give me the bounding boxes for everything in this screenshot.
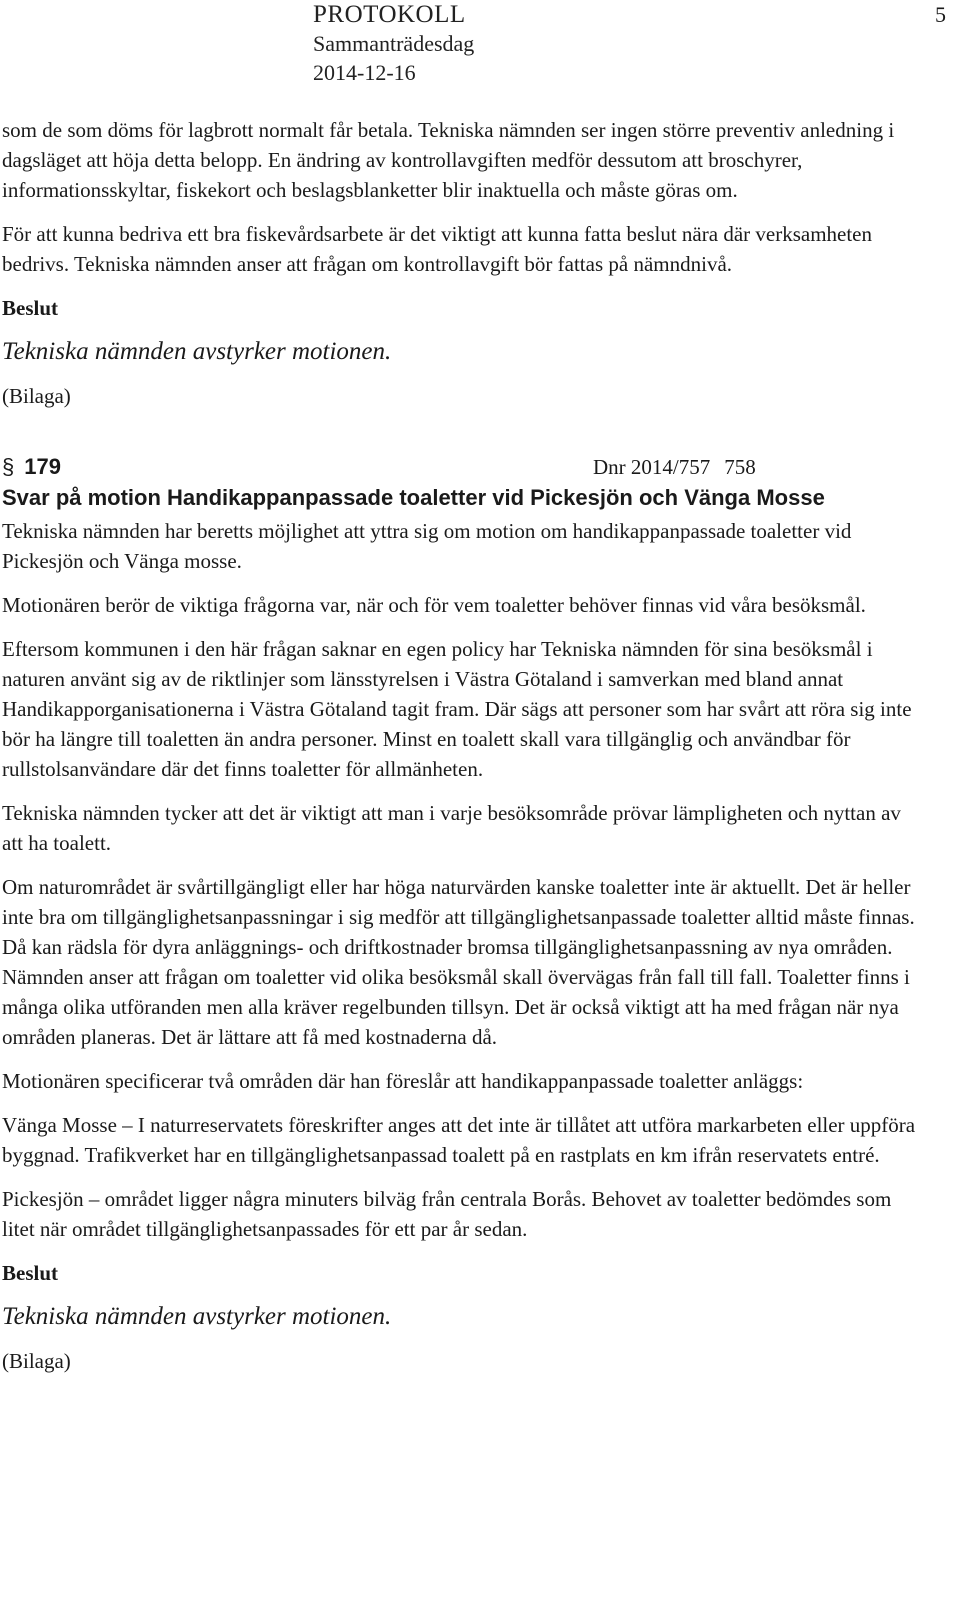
decision-text: Tekniska nämnden avstyrker motionen.	[2, 1303, 392, 1330]
paragraph: Om naturområdet är svårtillgängligt eller har höga naturvärden kanske toaletter inte är aktuellt. Det är heller inte bra om tillgänglighetsanpassningar i sig medför att tillgänglighetsanpassade toaletter alltid måste finnas. Då kan rädsla för dyra anläggnings- och driftkostnader bromsa tillgänglighetsanpassning av nya områden. Nämnden anser att frågan om toaletter vid olika besöksmål skall övervägas från fall till fall. Toaletter finns i många olika utföranden men alla kräver regelbunden tillsyn. Det är också viktigt att ha med frågan när nya områden planeras. Det är lättare att få med kostnaderna då.	[2, 875, 915, 1049]
paragraph: Tekniska nämnden tycker att det är viktigt att man i varje besöksområde prövar lämpligheten och nyttan av att ha toalett.	[2, 801, 901, 855]
page-number: 5	[935, 2, 946, 27]
attachment-note: (Bilaga)	[2, 384, 71, 408]
paragraph: Tekniska nämnden har beretts möjlighet att yttra sig om motion om handikappanpassade toaletter vid Pickesjön och Vänga mosse.	[2, 519, 852, 573]
section-title: Svar på motion Handikappanpassade toaletter vid Pickesjön och Vänga Mosse	[2, 485, 825, 510]
meeting-label: Sammanträdesdag	[313, 31, 475, 56]
diary-number	[593, 451, 756, 483]
dnr-extra: 758	[724, 455, 756, 479]
paragraph: Vänga Mosse – I naturreservatets föreskrifter anges att det inte är tillåtet att utföra markarbeten eller uppföra byggnad. Trafikverket har en tillgänglighetsanpassad toalett på en rastplats en km ifrån reservatets entré.	[2, 1113, 916, 1167]
paragraph: Eftersom kommunen i den här frågan saknar en egen policy har Tekniska nämnden för sina besöksmål i naturen använt sig av de riktlinjer som länsstyrelsen i Västra Götaland i samverkan med bland annat Handikapporganisationerna i Västra Götaland tagit fram. Där sägs att personer som har svårt att röra sig inte bör ha längre till toaletten än andra personer. Minst en toalett skall vara tillgänglig och användbar för rullstolsanvändare där det finns toaletter för allmänheten.	[2, 637, 912, 781]
section-header	[2, 451, 927, 483]
beslut-heading: Beslut	[2, 1261, 59, 1285]
paragraph-sign-icon: §	[2, 454, 15, 479]
dnr-label: Dnr 2014/757	[593, 455, 711, 479]
decision-text: Tekniska nämnden avstyrker motionen.	[2, 338, 392, 365]
page-header	[313, 0, 713, 87]
paragraph: som de som döms för lagbrott normalt får betala. Tekniska nämnden ser ingen större preventiv anledning i dagsläget att höja detta belopp. En ändring av kontrollavgiften medför dessutom att broschyrer, informationsskyltar, fiskekort och beslagsblanketter blir inaktuella och måste göras om.	[2, 118, 895, 202]
paragraph: Motionären specificerar två områden där han föreslår att handikappanpassade toaletter anläggs:	[2, 1069, 804, 1093]
paragraph: Pickesjön – området ligger några minuters bilväg från centrala Borås. Behovet av toaletter bedömdes som litet när området tillgänglighetsanpassades för ett par år sedan.	[2, 1187, 892, 1241]
document-body	[2, 115, 927, 1390]
document-title: PROTOKOLL	[313, 1, 466, 28]
beslut-heading: Beslut	[2, 296, 59, 320]
paragraph: För att kunna bedriva ett bra fiskevårdsarbete är det viktigt att kunna fatta beslut nära där verksamheten bedrivs. Tekniska nämnden anser att frågan om kontrollavgift bör fattas på nämndnivå.	[2, 222, 873, 276]
section-number-value: 179	[24, 454, 61, 479]
section-number	[2, 451, 61, 483]
attachment-note: (Bilaga)	[2, 1349, 71, 1373]
paragraph: Motionären berör de viktiga frågorna var, när och för vem toaletter behöver finnas vid våra besöksmål.	[2, 593, 866, 617]
meeting-date: 2014-12-16	[313, 60, 416, 85]
